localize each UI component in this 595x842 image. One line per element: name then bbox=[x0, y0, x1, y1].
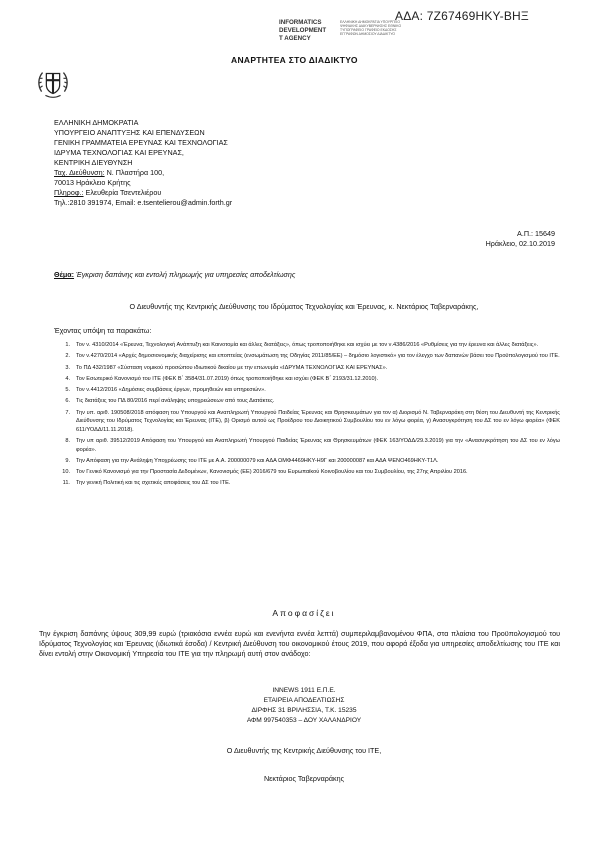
address-label: Ταχ. Διεύθυνση: bbox=[54, 168, 105, 177]
ada-code: ΑΔΑ: 7Ζ67469ΗΚΥ-ΒΗΞ bbox=[395, 9, 529, 23]
consideration-item bbox=[54, 468, 560, 477]
considerations-list bbox=[54, 341, 560, 491]
header-info bbox=[54, 188, 232, 198]
consideration-text: Την υπ. αριθ. 190508/2018 απόφαση του Υπουργού και Αναπληρωτή Υπουργού Παιδείας Έρευνας και Θρησκευμάτων για τον α) Διορισμό Ν. Ταβερναράκη στη θέση του Διευθυντή της Κεντρικής Διεύθυνσης του Ιδρύματος Τεχνολογίας και Έρευνας (ΙΤΕ), β) Ορισμό αυτού ως Προέδρου του Διοικητικού Συμβουλίου του εν λόγω φορέα, γ) Ανασυγκρότηση του ΔΣ του εν λόγω φορέα» (ΦΕΚ 611/ΥΟΔΔ/11.11.2018). bbox=[76, 409, 560, 433]
consideration-item bbox=[54, 341, 560, 350]
header-address bbox=[54, 168, 232, 178]
consideration-item bbox=[54, 352, 560, 361]
logo-line-3: T AGENCY bbox=[279, 35, 311, 42]
consideration-number: 5. bbox=[65, 387, 70, 394]
protocol-number: Α.Π.: 15649 bbox=[517, 229, 555, 238]
consideration-item bbox=[54, 409, 560, 435]
consideration-number: 6. bbox=[65, 398, 70, 405]
consideration-item bbox=[54, 364, 560, 373]
header-foundation: ΙΔΡΥΜΑ ΤΕΧΝΟΛΟΓΙΑΣ ΚΑΙ ΕΡΕΥΝΑΣ, bbox=[54, 148, 184, 157]
consideration-text: Την Απόφαση για την Ανάληψη Υποχρέωσης του ΙΤΕ με Α.Α. 200000079 και ΑΔΑ ΩΜΦ4469ΗΚΥ-Η9Γ και 200000087 και ΑΔΑ ΨΕΝΟ469ΗΚΥ-Τ1Λ. bbox=[76, 457, 439, 464]
consideration-text: Τον ν.4270/2014 «Αρχές δημοσιονομικής διαχείρισης και εποπτείας (ενσωμάτωση της Οδηγίας 2011/85/ΕΕ) – δημόσιο λογιστικό» για τον έλεγχο των δαπανών βάσει του Προϋπολογισμού του ΙΤΕ. bbox=[76, 353, 560, 360]
consideration-text: Τον Γενικό Κανονισμό για την Προστασία Δεδομένων, Κανονισμός (ΕΕ) 2016/679 του Ευρωπαϊκού Κοινοβουλίου και του Συμβουλίου, της 27ης Απριλίου 2016. bbox=[76, 469, 468, 476]
consideration-text: Τον ν.4412/2016 «Δημόσιες συμβάσεις έργων, προμηθειών και υπηρεσιών». bbox=[76, 387, 266, 394]
greek-emblem-icon bbox=[34, 65, 72, 103]
director-intro: Ο Διευθυντής της Κεντρικής Διεύθυνσης του Ιδρύματος Τεχνολογίας και Έρευνας, κ. Νεκτάριος Ταβερναράκης, bbox=[129, 302, 479, 311]
sender-header bbox=[54, 118, 232, 208]
header-ministry: ΥΠΟΥΡΓΕΙΟ ΑΝΑΠΤΥΞΗΣ ΚΑΙ ΕΠΕΝΔΥΣΕΩΝ bbox=[54, 128, 205, 137]
consideration-item bbox=[54, 397, 560, 406]
protocol-date: Ηράκλειο, 02.10.2019 bbox=[485, 239, 555, 248]
consideration-number: 4. bbox=[65, 375, 70, 382]
consideration-number: 8. bbox=[65, 438, 70, 445]
consideration-number: 1. bbox=[65, 342, 70, 348]
consideration-text: Τις διατάξεις του ΠΔ 80/2016 περί ανάληψης υποχρεώσεων από τους Διατάκτες. bbox=[76, 398, 275, 405]
logo-line-1: INFORMATICS bbox=[279, 19, 322, 26]
consideration-item bbox=[54, 386, 560, 395]
subject-line bbox=[54, 270, 295, 279]
protocol-block bbox=[486, 229, 555, 249]
consideration-number: 9. bbox=[65, 457, 70, 464]
address-value: Ν. Πλαστήρα 100, bbox=[104, 168, 165, 177]
consideration-item bbox=[54, 437, 560, 454]
consideration-text: Τον Εσωτερικό Κανονισμό του ΙΤΕ (ΦΕΚ Β΄ 3584/31.07.2019) όπως τροποποιήθηκε και ισχύει (ΦΕΚ Β΄ 2193/31.12.2010). bbox=[76, 375, 379, 382]
header-country: ΕΛΛΗΝΙΚΗ ΔΗΜΟΚΡΑΤΙΑ bbox=[54, 118, 139, 127]
signature-title: Ο Διευθυντής της Κεντρικής Διεύθυνσης του ΙΤΕ, bbox=[226, 746, 382, 755]
consideration-number: 10. bbox=[62, 469, 70, 476]
posting-note: ΑΝΑΡΤΗΤΕΑ ΣΤΟ ΔΙΑΔΙΚΤΥΟ bbox=[231, 55, 358, 65]
header-city: 70013 Ηράκλειο Κρήτης bbox=[54, 178, 131, 187]
header-directorate: ΚΕΝΤΡΙΚΗ ΔΙΕΥΘΥΝΣΗ bbox=[54, 158, 133, 167]
logo-small-text: ΕΛΛΗΝΙΚΗ ΔΗΜΟΚΡΑΤΙΑ ΥΠΟΥΡΓΕΙΟ ΨΗΦΙΑΚΗΣ ΔΙΑΚΥΒΕΡΝΗΣΗΣ ΕΘΝΙΚΟ ΤΥΠΟΓΡΑΦΕΙΟ ΓΡΑΦΕΙΟ ΕΚΔΟΣΗΣ ΕΓΓΡΑΦΩΝ ΔΗΜΟΣΙΟΥ ΔΙΑΔΙΚΤΥΟ bbox=[340, 20, 402, 37]
consideration-text: Την υπ αριθ. 39512/2019 Απόφαση του Υπουργού και Αναπληρωτή Υπουργού Παιδείας Έρευνας και Θρησκευμάτων (ΦΕΚ 163/ΥΟΔΔ/29.3.2019) για την «Ανασυγκρότηση του ΔΣ του εν λόγω φορέα». bbox=[76, 438, 560, 453]
consideration-item bbox=[54, 479, 560, 488]
consideration-number: 7. bbox=[65, 409, 70, 416]
contractor-name: INNEWS 1911 Ε.Π.Ε. bbox=[272, 687, 336, 694]
header-secretariat: ΓΕΝΙΚΗ ΓΡΑΜΜΑΤΕΙΑ ΕΡΕΥΝΑΣ ΚΑΙ ΤΕΧΝΟΛΟΓΙΑΣ bbox=[54, 138, 228, 147]
consideration-number: 2. bbox=[65, 353, 70, 360]
signature-name: Νεκτάριος Ταβερναράκης bbox=[263, 774, 345, 783]
consideration-text: Την γενική Πολιτική και τις σχετικές αποφάσεις του ΔΣ του ΙΤΕ. bbox=[76, 480, 231, 487]
contractor-type: ΕΤΑΙΡΕΙΑ ΑΠΟΔΕΛΤΙΩΣΗΣ bbox=[263, 697, 345, 704]
having-considered: Έχοντας υπόψη τα παρακάτω: bbox=[54, 326, 152, 335]
header-contact: Τηλ.:2810 391974, Email: e.tsentelierou@admin.forth.gr bbox=[54, 198, 233, 207]
decision-text: Την έγκριση δαπάνης ύψους 309,99 ευρώ (τριακόσια εννέα ευρώ και ενενήντα εννέα λεπτά) συμπεριλαμβανομένου ΦΠΑ, στα πλαίσια του Προϋπολογισμού του Ιδρύματος Τεχνολογίας και Έρευνας (ιδιωτικά έσοδα) / Κεντρική Διεύθυνση του οικονομικού έτους 2019, που αφορά έξοδα για υπηρεσίες αποδελτίωσης του ΙΤΕ και δίνει εντολή στην Οικονομική Υπηρεσία του ΙΤΕ για την πληρωμή αυτή στον ανάδοχο: bbox=[39, 629, 560, 659]
consideration-number: 3. bbox=[65, 364, 70, 371]
info-label: Πληροφ.: bbox=[54, 188, 84, 197]
consideration-text: Το ΠΔ 432/1987 «Σύσταση νομικού προσώπου ιδιωτικού δικαίου με την επωνυμία «ΙΔΡΥΜΑ ΤΕΧΝΟΛΟΓΙΑΣ ΚΑΙ ΕΡΕΥΝΑΣ». bbox=[76, 364, 388, 371]
consideration-item bbox=[54, 457, 560, 466]
contractor-afm: ΑΦΜ 997540353 – ΔΟΥ ΧΑΛΑΝΔΡΙΟΥ bbox=[246, 717, 362, 724]
consideration-text: Τον ν. 4310/2014 «Έρευνα, Τεχνολογική Ανάπτυξη και Καινοτομία και άλλες διατάξεις», όπως τροποποιήθηκε και ισχύει με τον ν.4386/2016 «Ρυθμίσεις για την έρευνα και άλλες διατάξεις». bbox=[76, 342, 539, 348]
contractor-block bbox=[54, 686, 554, 726]
subject-text: Έγκριση δαπάνης και εντολή πληρωμής για υπηρεσίες αποδελτίωσης bbox=[74, 270, 296, 279]
consideration-item bbox=[54, 375, 560, 384]
logo-line-2: DEVELOPMENT bbox=[279, 27, 327, 34]
decides-heading: Αποφασίζει bbox=[272, 608, 336, 618]
contractor-address: ΔΙΡΦΗΣ 31 ΒΡΙΛΗΣΣΙΑ, Τ.Κ. 15235 bbox=[251, 707, 357, 714]
subject-label: Θέμα: bbox=[54, 270, 75, 279]
info-value: Ελευθερία Τσεντελιέρου bbox=[83, 188, 162, 197]
consideration-number: 11. bbox=[62, 480, 70, 487]
